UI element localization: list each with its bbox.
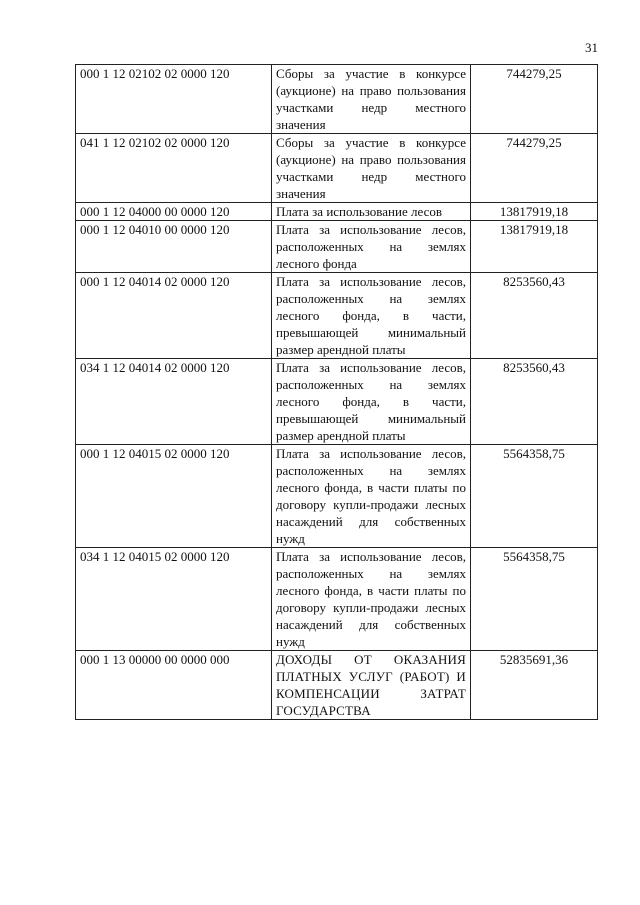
budget-code-cell: 000 1 12 04000 00 0000 120: [76, 203, 272, 221]
amount-cell: 744279,25: [471, 134, 598, 203]
amount-cell: 5564358,75: [471, 548, 598, 651]
table-row: [76, 359, 598, 445]
amount-cell: 8253560,43: [471, 359, 598, 445]
budget-code-cell: 000 1 12 04010 00 0000 120: [76, 221, 272, 273]
budget-code-cell: 000 1 12 04015 02 0000 120: [76, 445, 272, 548]
table-row: [76, 203, 598, 221]
table-row: [76, 651, 598, 720]
revenue-name-cell: Плата за использование лесов, расположенных на землях лесного фонда, в части, превышающей минимальный размер арендной платы: [272, 359, 471, 445]
revenue-name-cell: ДОХОДЫ ОТ ОКАЗАНИЯ ПЛАТНЫХ УСЛУГ (РАБОТ) И КОМПЕНСАЦИИ ЗАТРАТ ГОСУДАРСТВА: [272, 651, 471, 720]
budget-code-cell: 034 1 12 04014 02 0000 120: [76, 359, 272, 445]
budget-code-cell: 041 1 12 02102 02 0000 120: [76, 134, 272, 203]
revenue-name-cell: Плата за использование лесов, расположенных на землях лесного фонда, в части, превышающей минимальный размер арендной платы: [272, 273, 471, 359]
amount-cell: 5564358,75: [471, 445, 598, 548]
table-row: [76, 445, 598, 548]
revenue-name-cell: Плата за использование лесов: [272, 203, 471, 221]
amount-cell: 13817919,18: [471, 203, 598, 221]
page-number: 31: [585, 40, 598, 55]
revenue-name-cell: Сборы за участие в конкурсе (аукционе) на право пользования участками недр местного значения: [272, 65, 471, 134]
budget-code-cell: 000 1 12 02102 02 0000 120: [76, 65, 272, 134]
amount-cell: 744279,25: [471, 65, 598, 134]
revenue-name-cell: Плата за использование лесов, расположенных на землях лесного фонда, в части платы по договору купли-продажи лесных насаждений для собственных нужд: [272, 548, 471, 651]
budget-code-cell: 000 1 13 00000 00 0000 000: [76, 651, 272, 720]
budget-code-cell: 034 1 12 04015 02 0000 120: [76, 548, 272, 651]
revenue-name-cell: Сборы за участие в конкурсе (аукционе) на право пользования участками недр местного значения: [272, 134, 471, 203]
budget-code-cell: 000 1 12 04014 02 0000 120: [76, 273, 272, 359]
amount-cell: 8253560,43: [471, 273, 598, 359]
amount-cell: 52835691,36: [471, 651, 598, 720]
table-row: [76, 273, 598, 359]
table-row: [76, 548, 598, 651]
table-row: [76, 221, 598, 273]
revenue-name-cell: Плата за использование лесов, расположенных на землях лесного фонда, в части платы по договору купли-продажи лесных насаждений для собственных нужд: [272, 445, 471, 548]
table-row: [76, 134, 598, 203]
budget-revenue-table: [75, 64, 598, 720]
table-row: [76, 65, 598, 134]
amount-cell: 13817919,18: [471, 221, 598, 273]
revenue-name-cell: Плата за использование лесов, расположенных на землях лесного фонда: [272, 221, 471, 273]
